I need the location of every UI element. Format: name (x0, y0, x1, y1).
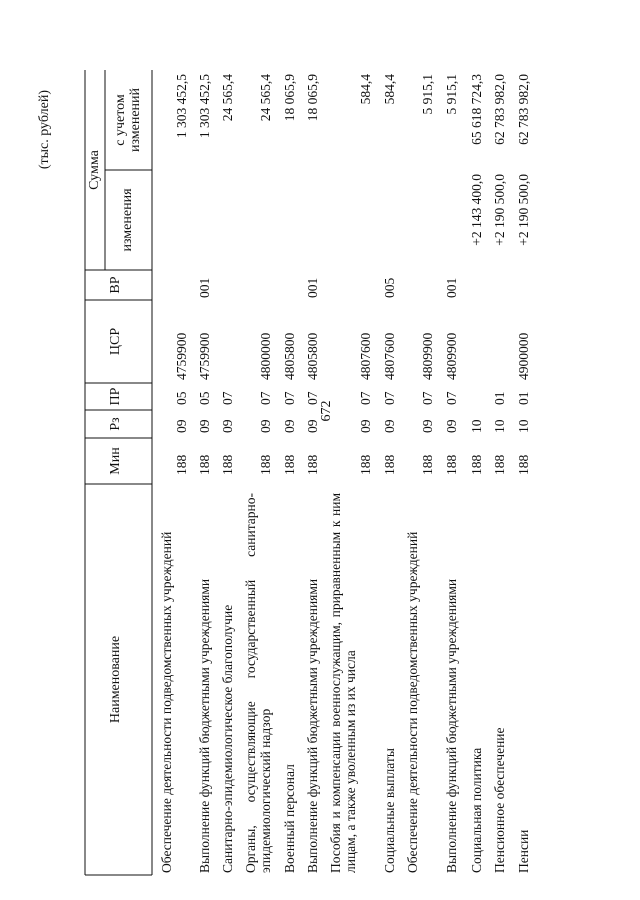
row-total: 62 783 982,0 (516, 74, 531, 145)
row-min: 188 (358, 454, 373, 475)
row-rz: 10 (516, 419, 531, 433)
row-name: Военный персонал (282, 764, 297, 873)
row-name: Обеспечение деятельности подведомственных учреждений (159, 531, 174, 873)
row-vr: 001 (197, 277, 212, 298)
row-rz: 09 (382, 419, 397, 433)
row-min: 188 (174, 454, 189, 475)
row-name: Санитарно-эпидемиологическое благополучие (220, 604, 235, 873)
row-pr: 07 (358, 391, 373, 405)
row-rz: 09 (258, 419, 273, 433)
row-csr: 4809900 (420, 332, 435, 380)
row-total: 24 565,4 (220, 74, 235, 122)
row-total: 18 065,9 (305, 74, 320, 122)
row-pr: 07 (420, 391, 435, 405)
row-rz: 09 (444, 419, 459, 433)
row-name: Обеспечение деятельности подведомственных учреждений (405, 531, 420, 873)
header-rz: Рз (108, 417, 123, 431)
row-total: 1 303 452,5 (197, 74, 212, 139)
row-pr: 05 (197, 391, 212, 405)
row-name: Выполнение функций бюджетными учреждениями (305, 578, 320, 873)
row-min: 188 (492, 454, 507, 475)
header-name: Наименование (108, 635, 123, 724)
row-min: 188 (420, 454, 435, 475)
row-csr: 4807600 (382, 332, 397, 380)
row-pr: 07 (382, 391, 397, 405)
row-min: 188 (305, 454, 320, 475)
row-csr: 4800000 (258, 332, 273, 380)
row-total: 5 915,1 (420, 74, 435, 115)
row-change: +2 190 500,0 (492, 174, 507, 246)
row-min: 188 (258, 454, 273, 475)
row-total: 584,4 (382, 74, 397, 105)
row-rz: 09 (282, 419, 297, 433)
row-vr: 005 (382, 277, 397, 298)
row-total: 24 565,4 (258, 74, 273, 122)
row-name: Пенсионное обеспечение (492, 727, 507, 873)
header-min: Мин (108, 447, 123, 475)
table-body (0, 70, 640, 900)
row-name: Пособия и компенсации военнослужащим, приравненным к ним лицам, а также уволенным из их числа (328, 493, 358, 873)
row-min: 188 (197, 454, 212, 475)
row-name: Пенсии (516, 829, 531, 873)
row-name: Выполнение функций бюджетными учреждениями (444, 578, 459, 873)
row-pr: 01 (516, 391, 531, 405)
row-total: 5 915,1 (444, 74, 459, 115)
row-pr: 01 (492, 391, 507, 405)
header-change: изменения (120, 188, 135, 252)
header-with-change: с учетом изменений (113, 87, 143, 153)
row-rz: 09 (197, 419, 212, 433)
row-pr: 07 (305, 391, 320, 405)
row-csr: 4805800 (282, 332, 297, 380)
row-pr: 05 (174, 391, 189, 405)
row-min: 188 (382, 454, 397, 475)
row-vr: 001 (305, 277, 320, 298)
row-name: Социальная политика (469, 747, 484, 873)
row-total: 62 783 982,0 (492, 74, 507, 145)
row-rz: 10 (492, 419, 507, 433)
row-change: +2 190 500,0 (516, 174, 531, 246)
row-vr: 001 (444, 277, 459, 298)
row-csr: 4805800 (305, 332, 320, 380)
header-csr: ЦСР (108, 327, 123, 356)
units-label: (тыс. рублей) (37, 90, 52, 170)
row-rz: 10 (469, 419, 484, 433)
row-name: Выполнение функций бюджетными учреждениями (197, 578, 212, 873)
row-csr: 4807600 (358, 332, 373, 380)
header-sum: Сумма (87, 150, 102, 190)
header-vr: ВР (108, 276, 123, 294)
row-name: Органы, осуществляющие государственный санитарно-эпидемиологический надзор (243, 493, 273, 873)
row-change: +2 143 400,0 (469, 174, 484, 246)
row-pr: 07 (444, 391, 459, 405)
row-min: 188 (469, 454, 484, 475)
row-total: 584,4 (358, 74, 373, 105)
row-total: 65 618 724,3 (469, 74, 484, 145)
row-min: 188 (444, 454, 459, 475)
row-csr: 4759900 (174, 332, 189, 380)
row-total: 18 065,9 (282, 74, 297, 122)
row-rz: 09 (174, 419, 189, 433)
row-min: 188 (516, 454, 531, 475)
header-pr: ПР (108, 387, 123, 406)
row-csr: 4759900 (197, 332, 212, 380)
row-total: 1 303 452,5 (174, 74, 189, 139)
row-min: 188 (220, 454, 235, 475)
row-rz: 09 (420, 419, 435, 433)
row-rz: 09 (220, 419, 235, 433)
rotated-page (0, 70, 640, 900)
row-pr: 07 (282, 391, 297, 405)
row-pr: 07 (220, 391, 235, 405)
page-number: 672 (319, 400, 334, 422)
row-csr: 4809900 (444, 332, 459, 380)
row-rz: 09 (305, 419, 320, 433)
row-name: Социальные выплаты (382, 748, 397, 873)
row-csr: 4900000 (516, 332, 531, 380)
row-rz: 09 (358, 419, 373, 433)
row-pr: 07 (258, 391, 273, 405)
row-min: 188 (282, 454, 297, 475)
